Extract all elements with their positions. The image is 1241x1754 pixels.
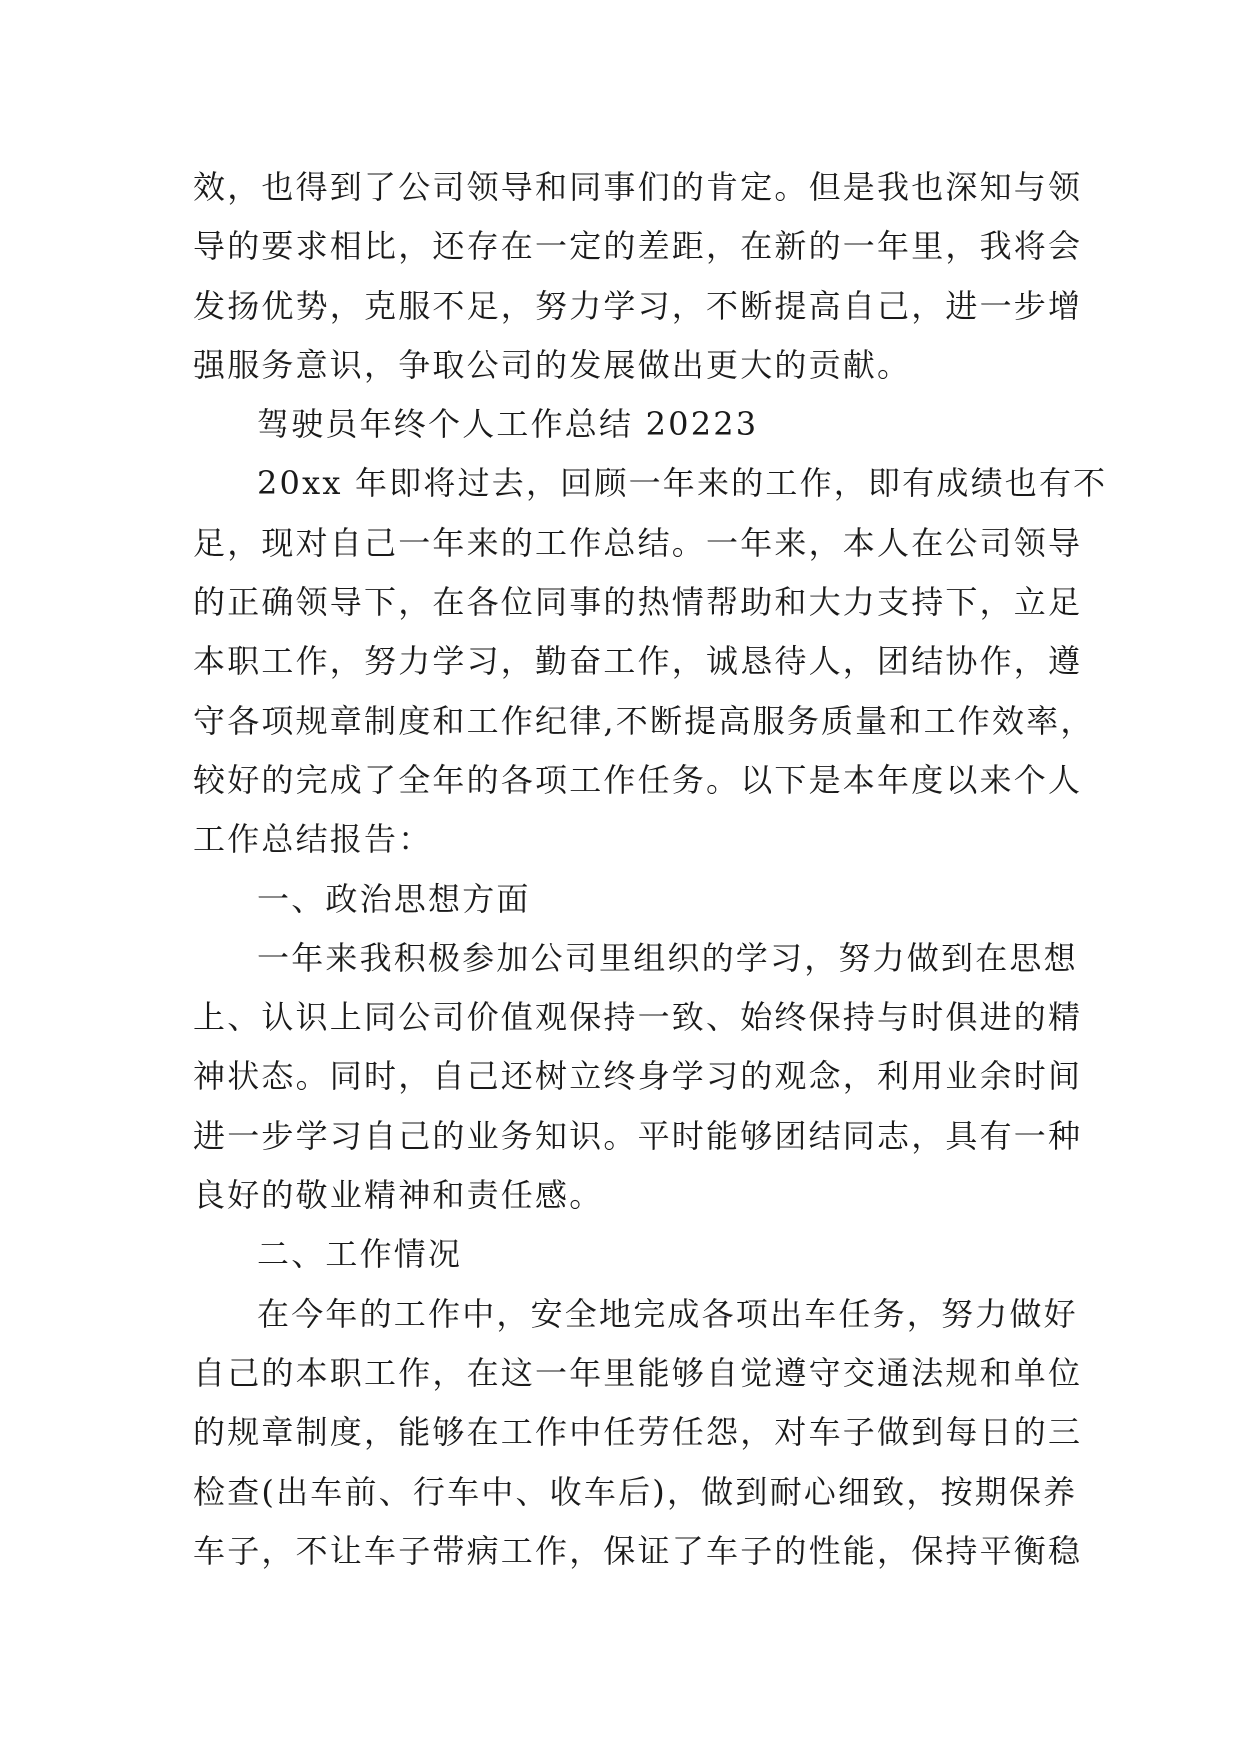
text-line: 本职工作，努力学习，勤奋工作，诚恳待人，团结协作，遵 <box>193 642 1083 681</box>
document-body <box>193 158 1108 1581</box>
section-heading: 一、政治思想方面 <box>257 879 531 918</box>
text-line: 进一步学习自己的业务知识。平时能够团结同志，具有一种 <box>193 1116 1083 1155</box>
text-line: 神状态。同时，自己还树立终身学习的观念，利用业余时间 <box>193 1057 1083 1096</box>
text-line: 导的要求相比，还存在一定的差距，在新的一年里，我将会 <box>193 227 1083 266</box>
text-line: 工作总结报告： <box>193 820 433 859</box>
text-line: 良好的敬业精神和责任感。 <box>193 1176 604 1215</box>
text-line: 车子，不让车子带病工作，保证了车子的性能，保持平衡稳 <box>193 1531 1083 1570</box>
text-line: 检查(出车前、行车中、收车后)，做到耐心细致，按期保养 <box>193 1472 1078 1511</box>
text-line: 一年来我积极参加公司里组织的学习，努力做到在思想 <box>257 938 1078 977</box>
text-line: 在今年的工作中，安全地完成各项出车任务，努力做好 <box>257 1294 1078 1333</box>
text-line: 20xx 年即将过去，回顾一年来的工作，即有成绩也有不 <box>257 464 1108 503</box>
text-line: 强服务意识，争取公司的发展做出更大的贡献。 <box>193 345 912 384</box>
section-title: 驾驶员年终个人工作总结 20223 <box>257 405 759 444</box>
text-line: 的规章制度，能够在工作中任劳任怨，对车子做到每日的三 <box>193 1413 1083 1452</box>
text-line: 守各项规章制度和工作纪律,不断提高服务质量和工作效率， <box>193 701 1095 740</box>
section-heading: 二、工作情况 <box>257 1235 463 1274</box>
text-line: 自己的本职工作，在这一年里能够自觉遵守交通法规和单位 <box>193 1353 1083 1392</box>
text-line: 效，也得到了公司领导和同事们的肯定。但是我也深知与领 <box>193 168 1083 206</box>
text-line: 的正确领导下，在各位同事的热情帮助和大力支持下，立足 <box>193 583 1083 622</box>
text-line: 较好的完成了全年的各项工作任务。以下是本年度以来个人 <box>193 760 1083 799</box>
text-line: 足，现对自己一年来的工作总结。一年来，本人在公司领导 <box>193 523 1083 562</box>
text-line: 发扬优势，克服不足，努力学习，不断提高自己，进一步增 <box>193 286 1083 325</box>
text-line: 上、认识上同公司价值观保持一致、始终保持与时俱进的精 <box>193 998 1083 1037</box>
